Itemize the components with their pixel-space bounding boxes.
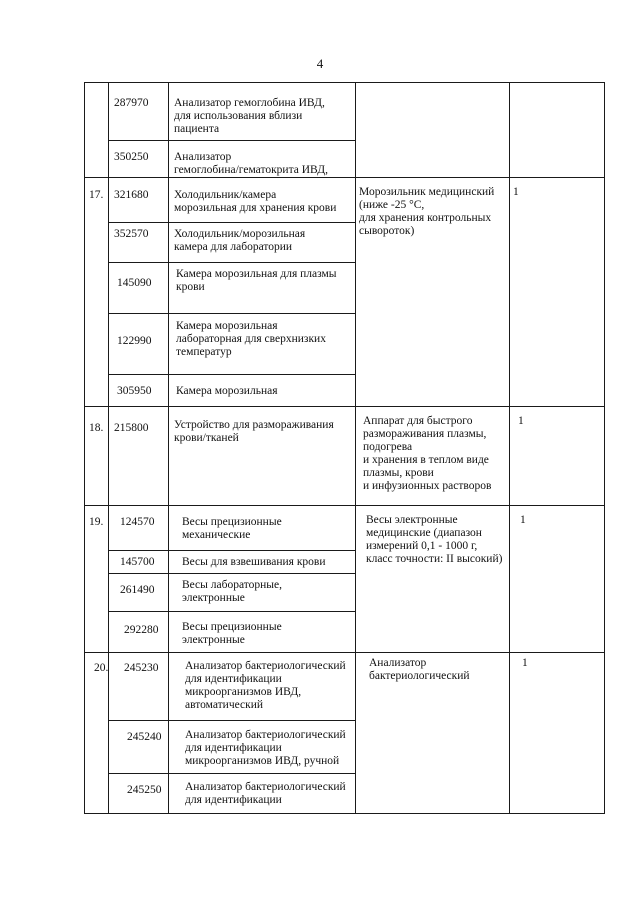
name-cell: Камера морозильная лабораторная для сверхнизких температур [176, 320, 326, 358]
code-cell: 321680 [114, 189, 149, 201]
code-cell: 287970 [114, 97, 149, 109]
quantity-cell: 1 [522, 657, 528, 669]
subrow-separator [108, 374, 356, 375]
equipment-cell: Анализатор бактериологический [369, 657, 470, 682]
code-cell: 261490 [120, 584, 155, 596]
col-divider-equipment [355, 82, 356, 814]
name-cell: Весы прецизионные механические [182, 516, 282, 541]
code-cell: 305950 [117, 385, 152, 397]
quantity-cell: 1 [518, 415, 524, 427]
row-separator [84, 505, 605, 506]
row-separator [84, 177, 605, 178]
row-separator [84, 652, 605, 653]
subrow-separator [108, 573, 356, 574]
code-cell: 245250 [127, 784, 162, 796]
name-cell: Весы прецизионные электронные [182, 621, 282, 646]
equipment-cell: Аппарат для быстрого размораживания плазмы, подогрева и хранения в теплом виде плазмы, крови и инфузионных растворов [363, 415, 492, 492]
code-cell: 145090 [117, 277, 152, 289]
name-cell: Холодильник/камера морозильная для хранения крови [174, 189, 337, 214]
name-cell: Анализатор бактериологический для идентификации микроорганизмов ИВД, автоматический [185, 660, 346, 711]
code-cell: 245240 [127, 731, 162, 743]
row-number: 19. [89, 516, 104, 528]
code-cell: 245230 [124, 662, 159, 674]
subrow-separator [108, 222, 356, 223]
table-border-right [604, 82, 605, 814]
code-cell: 122990 [117, 335, 152, 347]
subrow-separator [108, 313, 356, 314]
name-cell: Анализатор гемоглобина/гематокрита ИВД, [174, 151, 328, 176]
col-divider-qty [509, 82, 510, 814]
subrow-separator [108, 550, 356, 551]
quantity-cell: 1 [513, 186, 519, 198]
row-separator [84, 813, 605, 814]
table-border-left [84, 82, 85, 814]
code-cell: 145700 [120, 556, 155, 568]
code-cell: 215800 [114, 422, 149, 434]
subrow-separator [108, 773, 356, 774]
equipment-cell: Морозильник медицинский (ниже -25 °С, для хранения контрольных сывороток) [359, 186, 495, 237]
name-cell: Камера морозильная для плазмы крови [176, 268, 337, 293]
name-cell: Весы для взвешивания крови [182, 556, 326, 568]
row-number: 18. [89, 422, 104, 434]
col-divider-name [168, 82, 169, 814]
page-number: 4 [316, 56, 324, 71]
name-cell: Анализатор бактериологический для идентификации микроорганизмов ИВД, ручной [185, 729, 346, 767]
code-cell: 352570 [114, 228, 149, 240]
row-separator [84, 82, 605, 83]
name-cell: Устройство для размораживания крови/тканей [174, 419, 334, 444]
name-cell: Холодильник/морозильная камера для лаборатории [174, 228, 306, 253]
name-cell: Весы лабораторные, электронные [182, 579, 283, 604]
row-number: 20. [94, 662, 109, 674]
col-divider-code [108, 82, 109, 814]
subrow-separator [108, 720, 356, 721]
subrow-separator [108, 140, 356, 141]
subrow-separator [108, 262, 356, 263]
name-cell: Камера морозильная [176, 385, 278, 397]
row-number: 17. [89, 189, 104, 201]
code-cell: 292280 [124, 624, 159, 636]
quantity-cell: 1 [520, 514, 526, 526]
code-cell: 350250 [114, 151, 149, 163]
name-cell: Анализатор гемоглобина ИВД, для использования вблизи пациента [174, 97, 325, 135]
subrow-separator [108, 611, 356, 612]
name-cell: Анализатор бактериологический для идентификации [185, 781, 346, 806]
code-cell: 124570 [120, 516, 155, 528]
row-separator [84, 406, 605, 407]
equipment-cell: Весы электронные медицинские (диапазон измерений 0,1 - 1000 г, класс точности: II высокий) [366, 514, 503, 565]
